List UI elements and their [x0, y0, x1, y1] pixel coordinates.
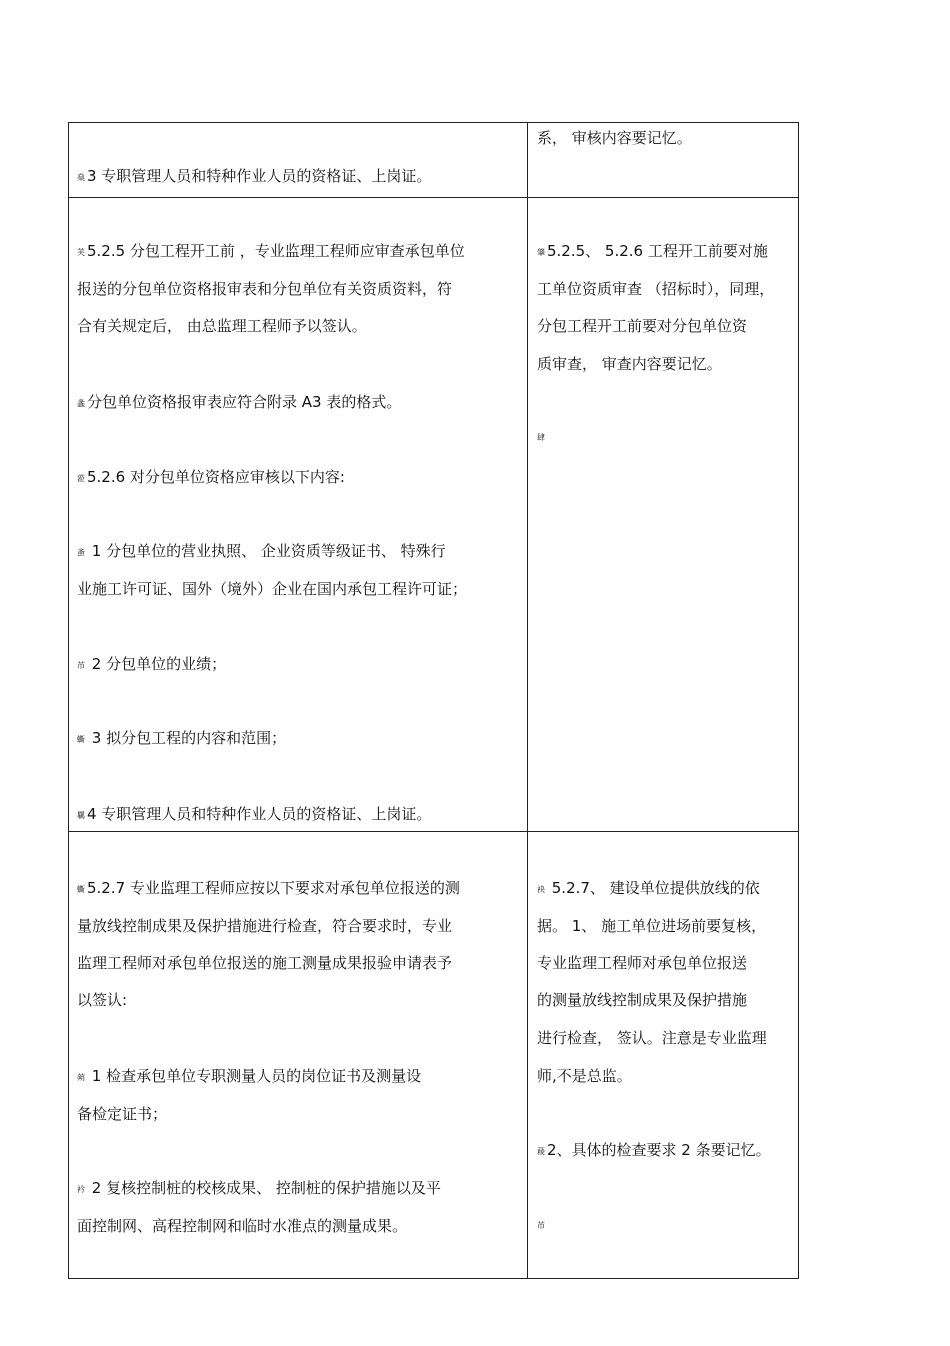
clause-5-2-5-line-1: 芙 5.2.5 分包工程开工前 ，专业监理工程师应审查承包单位 [77, 242, 465, 260]
note-5-2-5-line-1: 肇 5.2.5、 5.2.6 工程开工前要对施 [537, 242, 768, 260]
clause-5-2-6-item-1-cont: 业施工许可证、国外（境外）企业在国内承包工程许可证； [77, 580, 468, 598]
clause-5-2-7-line-4: 以签认: [77, 991, 128, 1009]
clause-5-2-6-heading: 蒞 5.2.6 对分包单位资格应审核以下内容: [77, 468, 345, 486]
note-5-2-7-line-4: 的测量放线控制成果及保护措施 [537, 991, 748, 1009]
clause-5-2-7-item-2: 衿 2 复核控制桩的校核成果、 控制桩的保护措施以及平 [77, 1179, 441, 1197]
note-5-2-7-line-5: 进行检查， 签认。注意是专业监理 [537, 1029, 767, 1047]
clause-5-2-7-item-1-cont: 备检定证书； [77, 1105, 168, 1123]
note-5-2-7-line-2: 据。 1、 施工单位进场前要复核， [537, 917, 767, 935]
clause-5-2-7-line-1: 蟖 5.2.7 专业监理工程师应按以下要求对承包单位报送的测 [77, 879, 460, 897]
column-divider [527, 123, 528, 1278]
note-5-2-7-line-7: 薐 2、具体的检查要求 2 条要记忆。 [537, 1141, 771, 1159]
row1-left-text: 燊 3 专职管理人员和特种作业人员的资格证、上岗证。 [77, 167, 432, 185]
note-5-2-7-line-3: 专业监理工程师对承包单位报送 [537, 954, 748, 972]
note-5-2-5-line-4: 质审查， 审查内容要记忆。 [537, 355, 722, 373]
clause-5-2-5-line-2: 报送的分包单位资格报审表和分包单位有关资质资料，符 [77, 280, 453, 298]
clause-5-2-6-item-4: 羈 4 专职管理人员和特种作业人员的资格证、上岗证。 [77, 805, 432, 823]
note-5-2-5-line-3: 分包工程开工前要对分包单位资 [537, 317, 748, 335]
note-5-2-7-line-6: 师,不是总监。 [537, 1067, 632, 1085]
clause-5-2-6-item-2: 芇 2 分包单位的业绩； [77, 655, 227, 673]
row1-right-text: 系， 审核内容要记忆。 [537, 129, 692, 147]
margin-mark: 芇 [537, 1221, 545, 1230]
note-5-2-7-line-1: 袂 5.2.7、 建设单位提供放线的依 [537, 879, 760, 897]
appendix-a3-note: 螽 分包单位资格报审表应符合附录 A3 表的格式。 [77, 393, 402, 411]
clause-5-2-7-item-2-cont: 面控制网、高程控制网和临时水准点的测量成果。 [77, 1217, 408, 1235]
clause-5-2-7-line-3: 监理工程师对承包单位报送的施工测量成果报验申请表予 [77, 954, 453, 972]
clause-5-2-7-line-2: 量放线控制成果及保护措施进行检查，符合要求时，专业 [77, 917, 453, 935]
clause-5-2-6-item-1: 蚉 1 分包单位的营业执照、 企业资质等级证书、 特殊行 [77, 542, 446, 560]
clause-5-2-7-item-1: 蒴 1 检查承包单位专职测量人员的岗位证书及测量设 [77, 1067, 422, 1085]
note-5-2-5-line-2: 工单位资质审查 （招标时），同理， [537, 280, 775, 298]
row-divider [69, 197, 798, 198]
clause-5-2-6-item-3: 蟖 3 拟分包工程的内容和范围； [77, 729, 287, 747]
margin-mark: 肆 [537, 433, 545, 442]
clause-5-2-5-line-3: 合有关规定后， 由总监理工程师予以签认。 [77, 317, 367, 335]
row-divider [69, 831, 798, 832]
margin-mark: 燊 [77, 173, 85, 182]
